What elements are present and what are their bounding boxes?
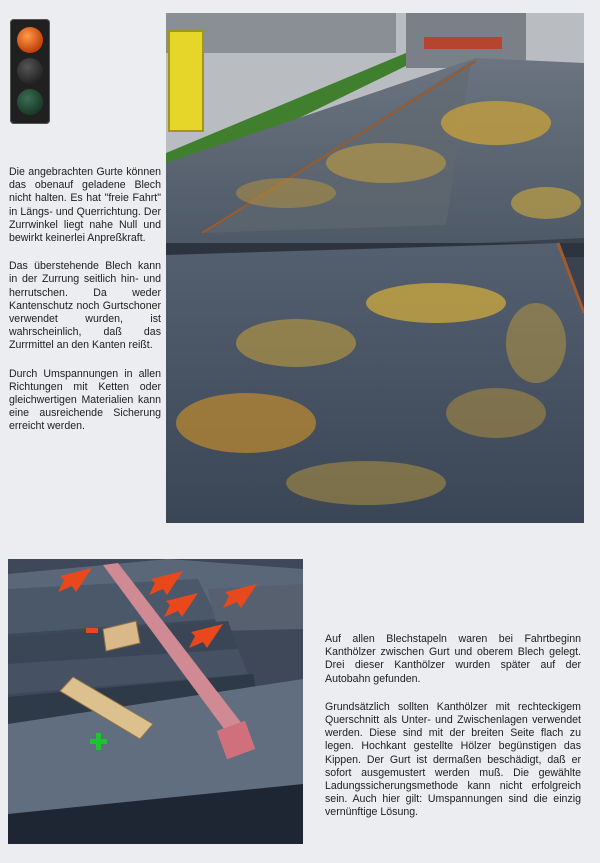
green-lamp [17, 89, 43, 115]
photo-strap-and-timber [8, 559, 303, 844]
steel-plates-illustration [166, 13, 584, 523]
yellow-lamp [17, 58, 43, 84]
red-lamp [17, 27, 43, 53]
left-paragraph-1: Die angebrachten Gurte können das obenauf geladene Blech nicht halten. Es hat "freie Fahrt" in Längs- und Querrichtung. Der Zurrwinkel liegt nahe Null und bewirkt keinerlei Anpreßkraft. [9, 166, 161, 245]
left-text-column [9, 166, 161, 449]
green-plus-icon [90, 733, 108, 751]
left-paragraph-2: Das überstehende Blech kann in der Zurrung seitlich hin- und herrutschen. Da weder Kantenschutz noch Gurtschoner verwendet wurden, ist wahrscheinlich, daß das Zurrmittel an den Kanten reißt. [9, 260, 161, 352]
right-paragraph-1: Auf allen Blechstapeln waren bei Fahrtbeginn Kanthölzer zwischen Gurt und oberem Blech gelegt. Drei dieser Kanthölzer wurden später auf der Autobahn gefunden. [325, 633, 581, 685]
right-text-column [325, 633, 581, 835]
left-paragraph-3: Durch Umspannungen in allen Richtungen mit Ketten oder gleichwertigen Materialien kann eine ausreichende Sicherung erreicht werden. [9, 367, 161, 433]
red-minus-icon [86, 627, 100, 635]
traffic-light-icon [10, 19, 50, 124]
red-arrow-icon [223, 582, 263, 610]
right-paragraph-2: Grundsätzlich sollten Kanthölzer mit rechteckigem Querschnitt als Unter- und Zwischenlagen verwendet werden. Diese sind mit der breiten Seite flach zu legen. Hochkant gestellte Hölzer begünstigen das Kippen. Der Gurt ist dermaßen beschädigt, daß er sofort ausgemustert werden muß. Die gewählte Ladungssicherungsmethode kann nicht erfolgreich sein. Auch hier gilt: Umspannungen sind die einzig vernünftige Lösung. [325, 700, 581, 819]
red-arrow-icon [164, 591, 204, 619]
red-arrow-icon [189, 622, 229, 650]
red-arrow-icon [58, 566, 98, 594]
photo-steel-plates-on-truck [166, 13, 584, 523]
